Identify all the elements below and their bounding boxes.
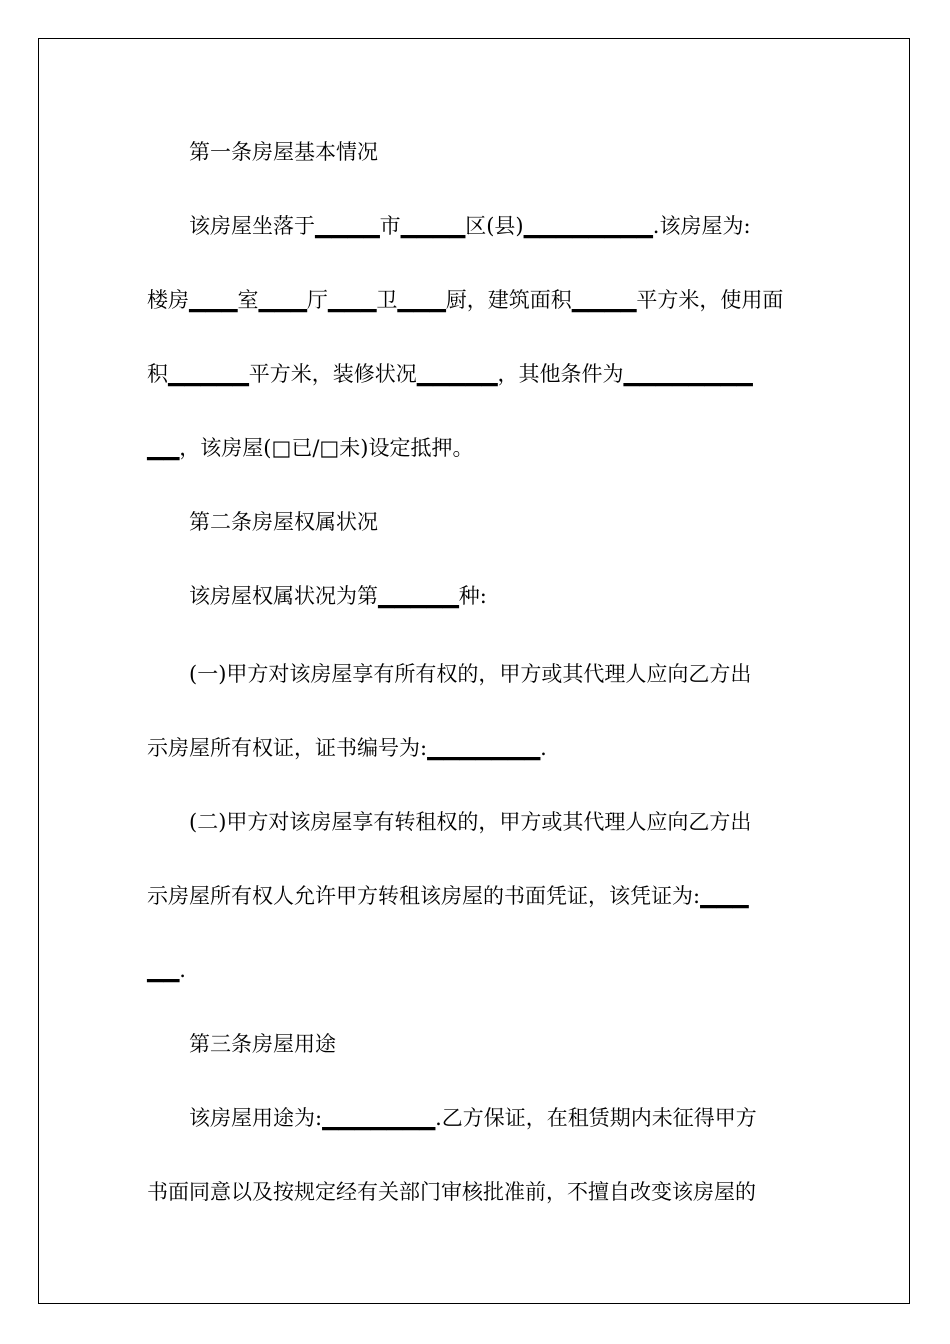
paragraph-line: ▁▁，该房屋(□已/□未)设定抵押。	[147, 436, 474, 460]
paragraph-line: 该房屋坐落于▁▁▁▁市▁▁▁▁区(县)▁▁▁▁▁▁▁▁.该房屋为:	[189, 214, 751, 238]
article-1-heading: 第一条房屋基本情况	[189, 140, 378, 164]
paragraph-line: 示房屋所有权证，证书编号为:▁▁▁▁▁▁▁.	[147, 736, 547, 760]
paragraph-line: 该房屋用途为:▁▁▁▁▁▁▁.乙方保证，在租赁期内未征得甲方	[189, 1106, 757, 1130]
article-3-heading: 第三条房屋用途	[189, 1032, 336, 1056]
paragraph-line: 楼房▁▁▁室▁▁▁厅▁▁▁卫▁▁▁厨，建筑面积▁▁▁▁平方米，使用面	[147, 288, 784, 312]
paragraph-line: 积▁▁▁▁▁平方米，装修状况▁▁▁▁▁，其他条件为▁▁▁▁▁▁▁▁	[147, 362, 753, 386]
paragraph-line: 该房屋权属状况为第▁▁▁▁▁种:	[189, 584, 487, 608]
article-2-heading: 第二条房屋权属状况	[189, 510, 378, 534]
paragraph-line: 示房屋所有权人允许甲方转租该房屋的书面凭证，该凭证为:▁▁▁	[147, 884, 749, 908]
paragraph-line: (二)甲方对该房屋享有转租权的，甲方或其代理人应向乙方出	[189, 810, 752, 834]
paragraph-line: ▁▁.	[147, 958, 186, 982]
paragraph-line: 书面同意以及按规定经有关部门审核批准前，不擅自改变该房屋的	[147, 1180, 756, 1204]
paragraph-line: (一)甲方对该房屋享有所有权的，甲方或其代理人应向乙方出	[189, 662, 752, 686]
